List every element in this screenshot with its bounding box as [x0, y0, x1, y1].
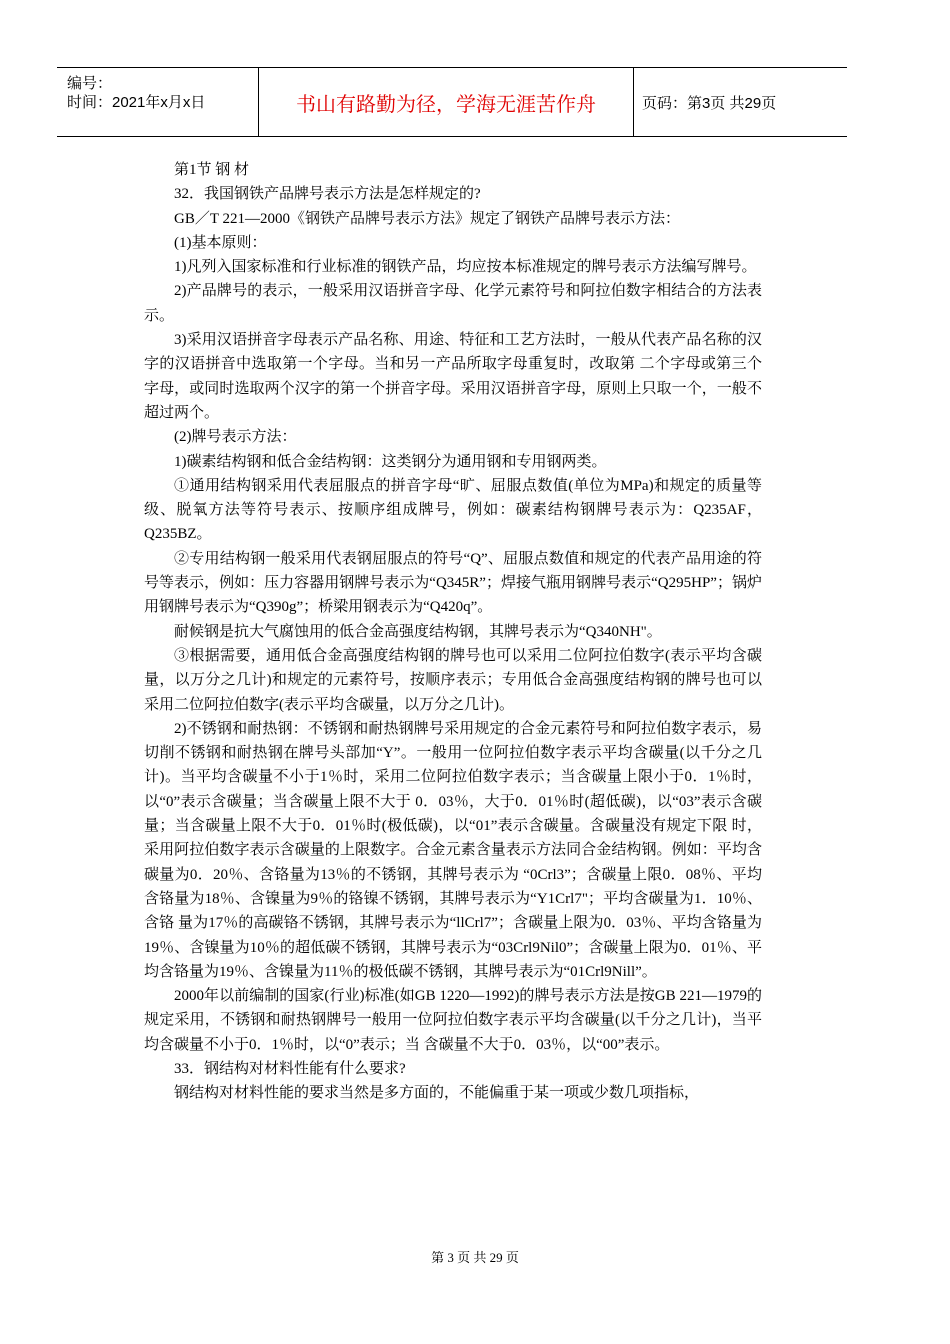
- document-body: [144, 158, 762, 1106]
- document-time-label: 时间：2021年x月x日: [67, 94, 206, 111]
- body-paragraph: ①通用结构钢采用代表屈服点的拼音字母“旷、屈服点数值(单位为MPa)和规定的质量等级、脱氧方法等符号表示、按顺序组成牌号，例如：碳素结构钢牌号表示为：Q235AF，Q235BZ。: [144, 477, 762, 543]
- header-meta: [57, 68, 257, 136]
- body-paragraph: (2)牌号表示方法：: [174, 429, 297, 446]
- question-heading: 33．钢结构对材料性能有什么要求?: [174, 1060, 406, 1077]
- body-paragraph: 3)采用汉语拼音字母表示产品名称、用途、特征和工艺方法时，一般从代表产品名称的汉字的汉语拼音中选取第一个字母。当和另一产品所取字母重复时，改取第 二个字母或第三个字母，或同时选取两个汉字的第一个拼音字母。采用汉语拼音字母，原则上只取一个，一般不超过两个。: [144, 332, 762, 421]
- body-paragraph: 1)凡列入国家标准和行业标准的钢铁产品，均应按本标准规定的牌号表示方法编写牌号。: [174, 259, 757, 276]
- body-paragraph: 2)不锈钢和耐热钢：不锈钢和耐热钢牌号采用规定的合金元素符号和阿拉伯数字表示，易切削不锈钢和耐热钢在牌号头部加“Y”。一般用一位阿拉伯数字表示平均含碳量(以千分之几计)。当平均含碳量不小于1％时，采用二位阿拉伯数字表示；当含碳量上限小于0．1％时，以“0”表示含碳量；当含碳量上限不大于 0．03％，大于0．01％时(超低碳)，以“03”表示含碳量；当含碳量上限不大于0．01％时(极低碳)，以“01”表示含碳量。含碳量没有规定下限 时，采用阿拉伯数字表示含碳量的上限数字。合金元素含量表示方法同合金结构钢。例如：平均含碳量为0．20％、含铬量为13％的不锈钢，其牌号表示为 “0Crl3”；含碳量上限0．08％、平均含铬量为18％、含镍量为9％的铬镍不锈钢，其牌号表示为“Y1Crl7"；平均含碳量为1．10％、含铬 量为17％的高碳铬不锈钢，其牌号表示为“llCrl7”；含碳量上限为0．03％、平均含铬量为19％、含镍量为10％的超低碳不锈钢，其牌号表示为“03Crl9Nil0”；含碳量上限为0．01％、平均含铬量为19％、含镍量为11％的极低碳不锈钢，其牌号表示为“01Crl9Nill”。: [144, 720, 762, 980]
- document-number-label: 编号：: [67, 75, 113, 92]
- body-paragraph: ③根据需要，通用低合金高强度结构钢的牌号也可以采用二位阿拉伯数字(表示平均含碳量，以万分之几计)和规定的元素符号，按顺序表示；专用低合金高强度结构钢的牌号也可以采用二位阿拉伯数字(表示平均含碳量，以万分之几计)。: [144, 647, 762, 713]
- body-paragraph: 钢结构对材料性能的要求当然是多方面的，不能偏重于某一项或少数几项指标，: [174, 1085, 700, 1102]
- header-page-info: 页码：第3页 共29页: [642, 94, 777, 112]
- question-heading: 32．我国钢铁产品牌号表示方法是怎样规定的?: [174, 186, 481, 203]
- body-paragraph: (1)基本原则：: [174, 234, 267, 251]
- page-footer: 第 3 页 共 29 页: [431, 1250, 519, 1265]
- header-motto: 书山有路勤为径，学海无涯苦作舟: [258, 68, 634, 136]
- section-title: 第1节 钢 材: [174, 162, 250, 178]
- body-paragraph: ②专用结构钢一般采用代表钢屈服点的符号“Q”、屈服点数值和规定的代表产品用途的符号等表示，例如：压力容器用钢牌号表示为“Q345R”；焊接气瓶用钢牌号表示“Q295HP”；锅炉用钢牌号表示为“Q390g”；桥梁用钢表示为“Q420q”。: [144, 550, 762, 616]
- body-paragraph: GB／T 221—2000《钢铁产品牌号表示方法》规定了钢铁产品牌号表示方法：: [174, 210, 680, 227]
- body-paragraph: 2)产品牌号的表示，一般采用汉语拼音字母、化学元素符号和阿拉伯数字相结合的方法表示。: [144, 283, 762, 324]
- body-paragraph: 1)碳素结构钢和低合金结构钢：这类钢分为通用钢和专用钢两类。: [174, 453, 607, 470]
- page-header: [57, 67, 847, 137]
- body-paragraph: 耐候钢是抗大气腐蚀用的低合金高强度结构钢，其牌号表示为“Q340NH"。: [174, 623, 662, 640]
- body-paragraph: 2000年以前编制的国家(行业)标准(如GB 1220—1992)的牌号表示方法是按GB 221—1979的规定采用，不锈钢和耐热钢牌号一般用一位阿拉伯数字表示平均含碳量(以千分之几计)，当平均含碳量不小于0．1％时，以“0”表示；当 含碳量不大于0．03％，以“00”表示。: [144, 988, 762, 1053]
